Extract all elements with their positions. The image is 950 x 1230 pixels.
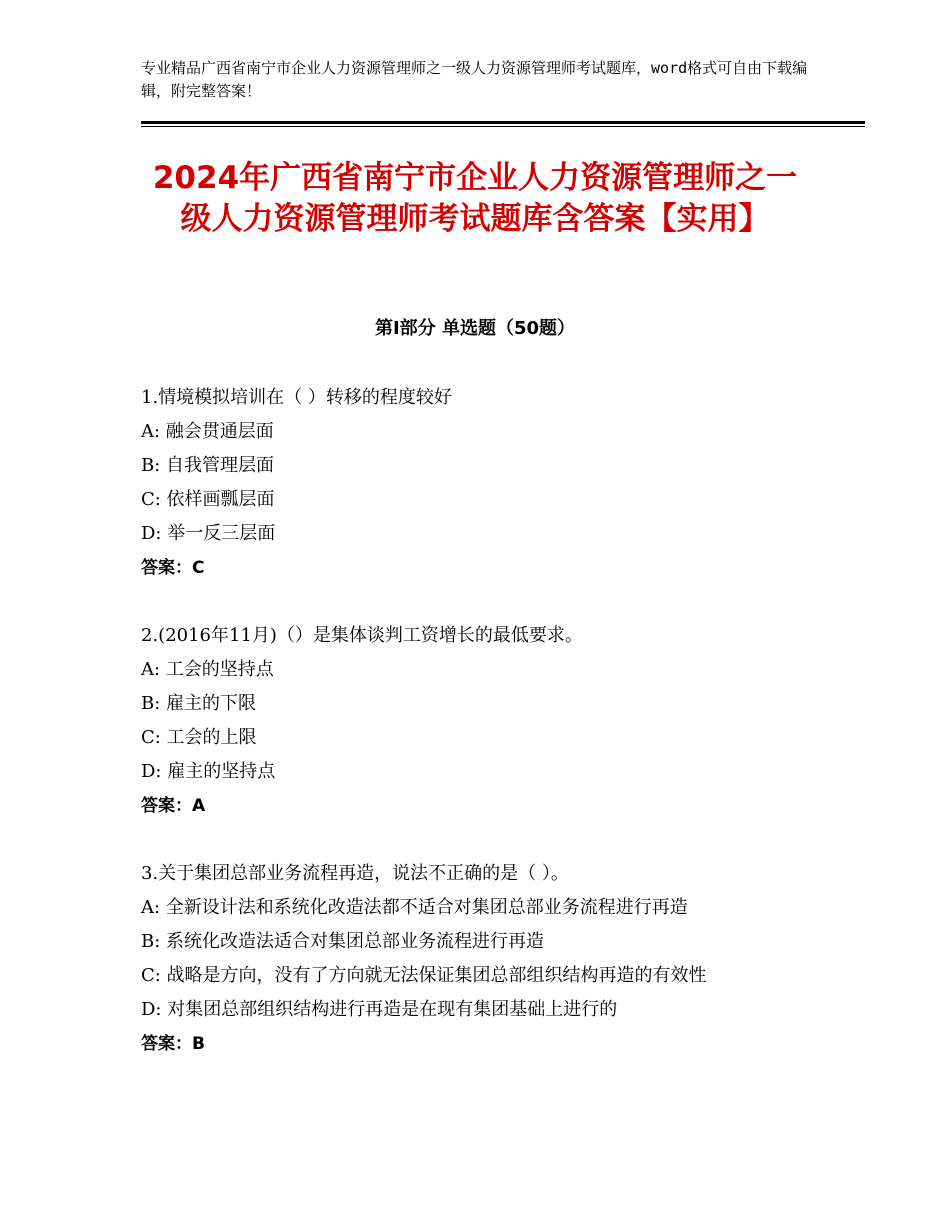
option-d: D: 对集团总部组织结构进行再造是在现有集团基础上进行的 [141, 999, 618, 1020]
option-a: A: 工会的坚持点 [141, 659, 274, 680]
option-b: B: 系统化改造法适合对集团总部业务流程进行再造 [141, 931, 545, 952]
option-d: D: 举一反三层面 [141, 523, 276, 544]
option-a: A: 融会贯通层面 [141, 421, 274, 442]
option-c: C: 工会的上限 [141, 727, 257, 748]
answer: 答案：C [141, 558, 205, 578]
answer: 答案：B [141, 1034, 205, 1054]
question-1 [141, 381, 811, 585]
question-list [141, 381, 811, 1095]
section-title: 第Ⅰ部分 单选题（50题） [374, 318, 575, 339]
header-note: 专业精品广西省南宁市企业人力资源管理师之一级人力资源管理师考试题库，word格式可自由下载编辑，附完整答案！ [141, 59, 808, 100]
option-d: D: 雇主的坚持点 [141, 761, 276, 782]
option-a: A: 全新设计法和系统化改造法都不适合对集团总部业务流程进行再造 [141, 897, 688, 918]
question-stem: 2.(2016年11月)（）是集体谈判工资增长的最低要求。 [141, 625, 583, 646]
option-c: C: 战略是方向，没有了方向就无法保证集团总部组织结构再造的有效性 [141, 965, 707, 986]
header-rule-thin [141, 126, 865, 127]
answer: 答案：A [141, 796, 206, 816]
question-stem: 1.情境模拟培训在（ ）转移的程度较好 [141, 387, 452, 408]
question-3 [141, 857, 811, 1061]
option-b: B: 雇主的下限 [141, 693, 257, 714]
question-stem: 3.关于集团总部业务流程再造，说法不正确的是（ ）。 [141, 863, 569, 884]
option-c: C: 依样画瓢层面 [141, 489, 275, 510]
header-rule-thick [141, 121, 865, 124]
option-b: B: 自我管理层面 [141, 455, 275, 476]
question-2 [141, 619, 811, 823]
document-title: 2024年广西省南宁市企业人力资源管理师之一级人力资源管理师考试题库含答案【实用】 [152, 160, 798, 237]
